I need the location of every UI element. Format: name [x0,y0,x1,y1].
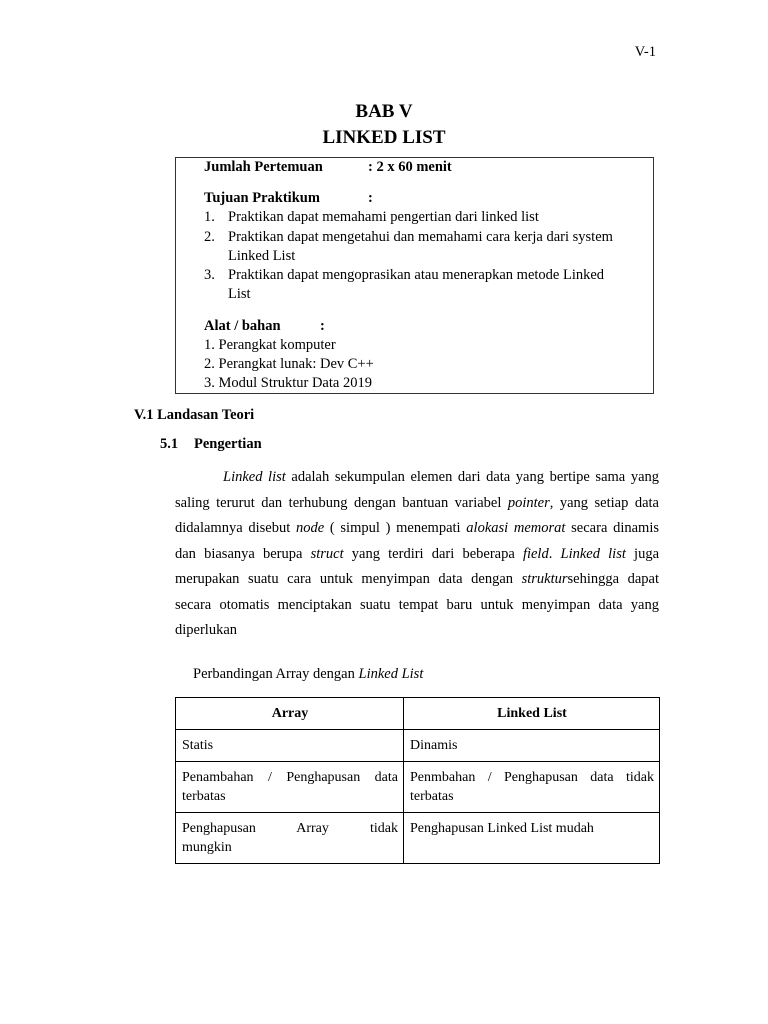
table-cell: Penambahan / Penghapusan data terbatas [176,762,404,813]
objectives-colon: : [368,190,373,206]
text-run: juga [625,545,660,562]
meetings-label: Jumlah Pertemuan [204,159,323,175]
term-struct: struct [310,545,344,562]
text-run: adalah sekumpulan elemen dari data yang bertipe sama yang [285,469,659,485]
column-header-array: Array [176,698,404,730]
text-run: merupakan suatu cara untuk menyimpan data dengan [175,571,522,587]
text-run: secara dinamis [565,520,660,536]
meetings-value: : 2 x 60 menit [368,159,452,175]
paragraph-line [175,518,659,538]
objective-number: 1. [204,209,215,225]
tools-label: Alat / bahan [204,318,281,334]
paragraph-line [175,544,659,564]
objective-item [204,228,645,266]
paragraph-line [175,569,659,589]
meetings-row [204,158,452,177]
text-run: yang terdiri dari beberapa [343,545,523,562]
tool-item: 2. Perangkat lunak: Dev C++ [204,356,374,372]
objective-text: Praktikan dapat mengetahui dan memahami cara kerja dari system [228,229,613,245]
tools-colon: : [320,318,325,334]
paragraph-line [175,493,659,513]
text-run: . [548,545,561,562]
subsection-title: Pengertian [194,436,262,452]
table-cell: Dinamis [404,730,660,762]
table-cell [176,813,404,864]
text-run: dan biasanya berupa [175,545,311,562]
tools-heading [204,317,325,336]
term-struktur: struktur [521,571,568,587]
term-linked-list: Linked list [560,545,626,562]
chapter-number: BAB V [355,101,413,122]
text-run: saling terurut dan terhubung dengan bantuan variabel [175,494,508,511]
table-row [176,730,660,762]
info-box [175,157,654,394]
text-run: ( simpul ) menempati [324,520,467,536]
objective-item [204,266,645,304]
term-node: node [295,520,325,536]
tool-item: 3. Modul Struktur Data 2019 [204,375,372,391]
objective-item [204,208,645,227]
term-pointer: pointer [507,494,550,511]
objective-text-continued: List [228,286,251,302]
term-alokasi-memorat: alokasi memorat [466,520,566,536]
term-field: field [522,545,549,562]
paragraph-line [223,467,659,487]
subsection-number: 5.1 [160,436,179,452]
table-row [176,813,660,864]
paragraph-line: diperlukan [175,622,238,638]
cell-line: mungkin [182,840,232,855]
text-run: sehingga dapat [567,571,659,587]
comparison-table [175,697,660,864]
objectives-heading [204,189,373,208]
table-cell: Penmbahan / Penghapusan data tidak terbatas [404,762,660,813]
objective-number: 3. [204,267,215,283]
text-run: didalamnya disebut [175,520,296,536]
objectives-label: Tujuan Praktikum [204,190,320,206]
section-heading: V.1 Landasan Teori [134,407,255,423]
objective-text: Praktikan dapat memahami pengertian dari linked list [228,209,539,225]
column-header-linked-list: Linked List [404,698,660,730]
objective-text: Praktikan dapat mengoprasikan atau menerapkan metode Linked [228,267,605,283]
table-caption [193,666,423,683]
table-row [176,762,660,813]
text-run: , yang setiap data [549,494,659,511]
caption-term: Linked List [358,666,424,682]
table-header-row [176,698,660,730]
table-cell: Penghapusan Linked List mudah [404,813,660,864]
objective-text-continued: Linked List [228,248,296,264]
table-cell: Statis [176,730,404,762]
paragraph-line: secara otomatis menciptakan suatu tempat baru untuk menyimpan data yang [175,596,659,613]
cell-line: Penghapusan Array tidak [182,821,398,836]
term-linked-list: Linked list [223,469,286,485]
tool-item: 1. Perangkat komputer [204,337,336,353]
objective-number: 2. [204,229,215,245]
caption-text: Perbandingan Array dengan [193,666,359,682]
chapter-title: LINKED LIST [322,127,446,148]
page-number: V-1 [634,44,656,60]
